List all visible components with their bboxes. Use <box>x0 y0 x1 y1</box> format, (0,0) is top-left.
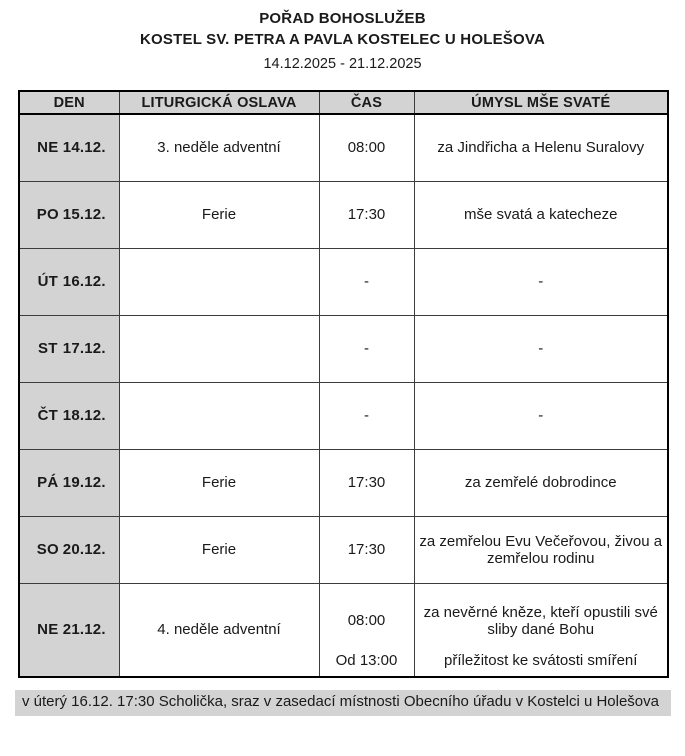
day-abbreviation: PÁ <box>37 474 59 491</box>
celebration-cell: Ferie <box>119 449 319 516</box>
time-cell: - <box>319 315 414 382</box>
day-date: 18.12. <box>62 407 106 424</box>
celebration-cell: 3. neděle adventní <box>119 114 319 181</box>
date-range: 14.12.2025 - 21.12.2025 <box>263 56 422 73</box>
intention-cell: za zemřelou Evu Večeřovou, živou a zemřelou rodinu <box>414 516 668 583</box>
celebration-cell <box>119 382 319 449</box>
day-cell <box>19 583 119 677</box>
day-abbreviation: ST <box>38 340 58 357</box>
intention-cell <box>414 583 668 677</box>
table-header-row <box>19 91 668 114</box>
day-cell <box>19 114 119 181</box>
intention-cell: za zemřelé dobrodince <box>414 449 668 516</box>
day-abbreviation: ÚT <box>37 273 58 290</box>
time-cell: 17:30 <box>319 181 414 248</box>
table-row <box>19 181 668 248</box>
day-date: 14.12. <box>62 139 106 157</box>
day-cell <box>19 315 119 382</box>
day-cell <box>19 181 119 248</box>
church-name: KOSTEL SV. PETRA A PAVLA KOSTELEC U HOLEŠOVA <box>140 30 545 48</box>
intention-cell: - <box>414 315 668 382</box>
day-cell <box>19 516 119 583</box>
day-abbreviation: NE <box>37 621 59 638</box>
day-abbreviation: ČT <box>37 407 58 424</box>
day-abbreviation: SO <box>36 541 59 558</box>
intention-cell: - <box>414 382 668 449</box>
intention-morning: za nevěrné kněze, kteří opustili své sliby dané Bohu <box>423 603 658 638</box>
day-date: 21.12. <box>62 621 106 638</box>
table-row <box>19 114 668 181</box>
table-row <box>19 382 668 449</box>
celebration-cell <box>119 315 319 382</box>
document-header <box>0 0 685 74</box>
celebration-cell: Ferie <box>119 516 319 583</box>
day-date: 16.12. <box>62 273 106 290</box>
mass-schedule-table <box>18 90 669 678</box>
day-cell <box>19 248 119 315</box>
table-row <box>19 516 668 583</box>
celebration-cell: Ferie <box>119 181 319 248</box>
time-afternoon: Od 13:00 <box>335 651 398 669</box>
column-header-celebration: LITURGICKÁ OSLAVA <box>119 91 319 114</box>
time-cell <box>319 583 414 677</box>
day-abbreviation: NE <box>37 139 59 157</box>
day-date: 15.12. <box>62 206 106 223</box>
column-header-intention: ÚMYSL MŠE SVATÉ <box>414 91 668 114</box>
day-cell <box>19 449 119 516</box>
intention-cell: - <box>414 248 668 315</box>
day-date: 17.12. <box>62 340 106 357</box>
intention-cell: mše svatá a katecheze <box>414 181 668 248</box>
celebration-cell <box>119 248 319 315</box>
table-row <box>19 583 668 677</box>
time-cell: - <box>319 382 414 449</box>
table-row <box>19 449 668 516</box>
time-cell: 17:30 <box>319 516 414 583</box>
day-abbreviation: PO <box>36 206 59 223</box>
day-date: 20.12. <box>62 541 106 558</box>
column-header-day: DEN <box>19 91 119 114</box>
intention-cell: za Jindřicha a Helenu Suralovy <box>414 114 668 181</box>
table-row <box>19 248 668 315</box>
day-cell <box>19 382 119 449</box>
day-date: 19.12. <box>62 474 106 491</box>
celebration-cell: 4. neděle adventní <box>119 583 319 677</box>
intention-afternoon: příležitost ke svátosti smíření <box>444 651 638 669</box>
footer-note: v úterý 16.12. 17:30 Scholička, sraz v zasedací místnosti Obecního úřadu v Kostelci u Holešova <box>15 690 671 716</box>
time-morning: 08:00 <box>347 612 386 629</box>
time-cell: 17:30 <box>319 449 414 516</box>
column-header-time: ČAS <box>319 91 414 114</box>
time-cell: 08:00 <box>319 114 414 181</box>
page-title: POŘAD BOHOSLUŽEB <box>259 10 426 27</box>
time-cell: - <box>319 248 414 315</box>
table-row <box>19 315 668 382</box>
